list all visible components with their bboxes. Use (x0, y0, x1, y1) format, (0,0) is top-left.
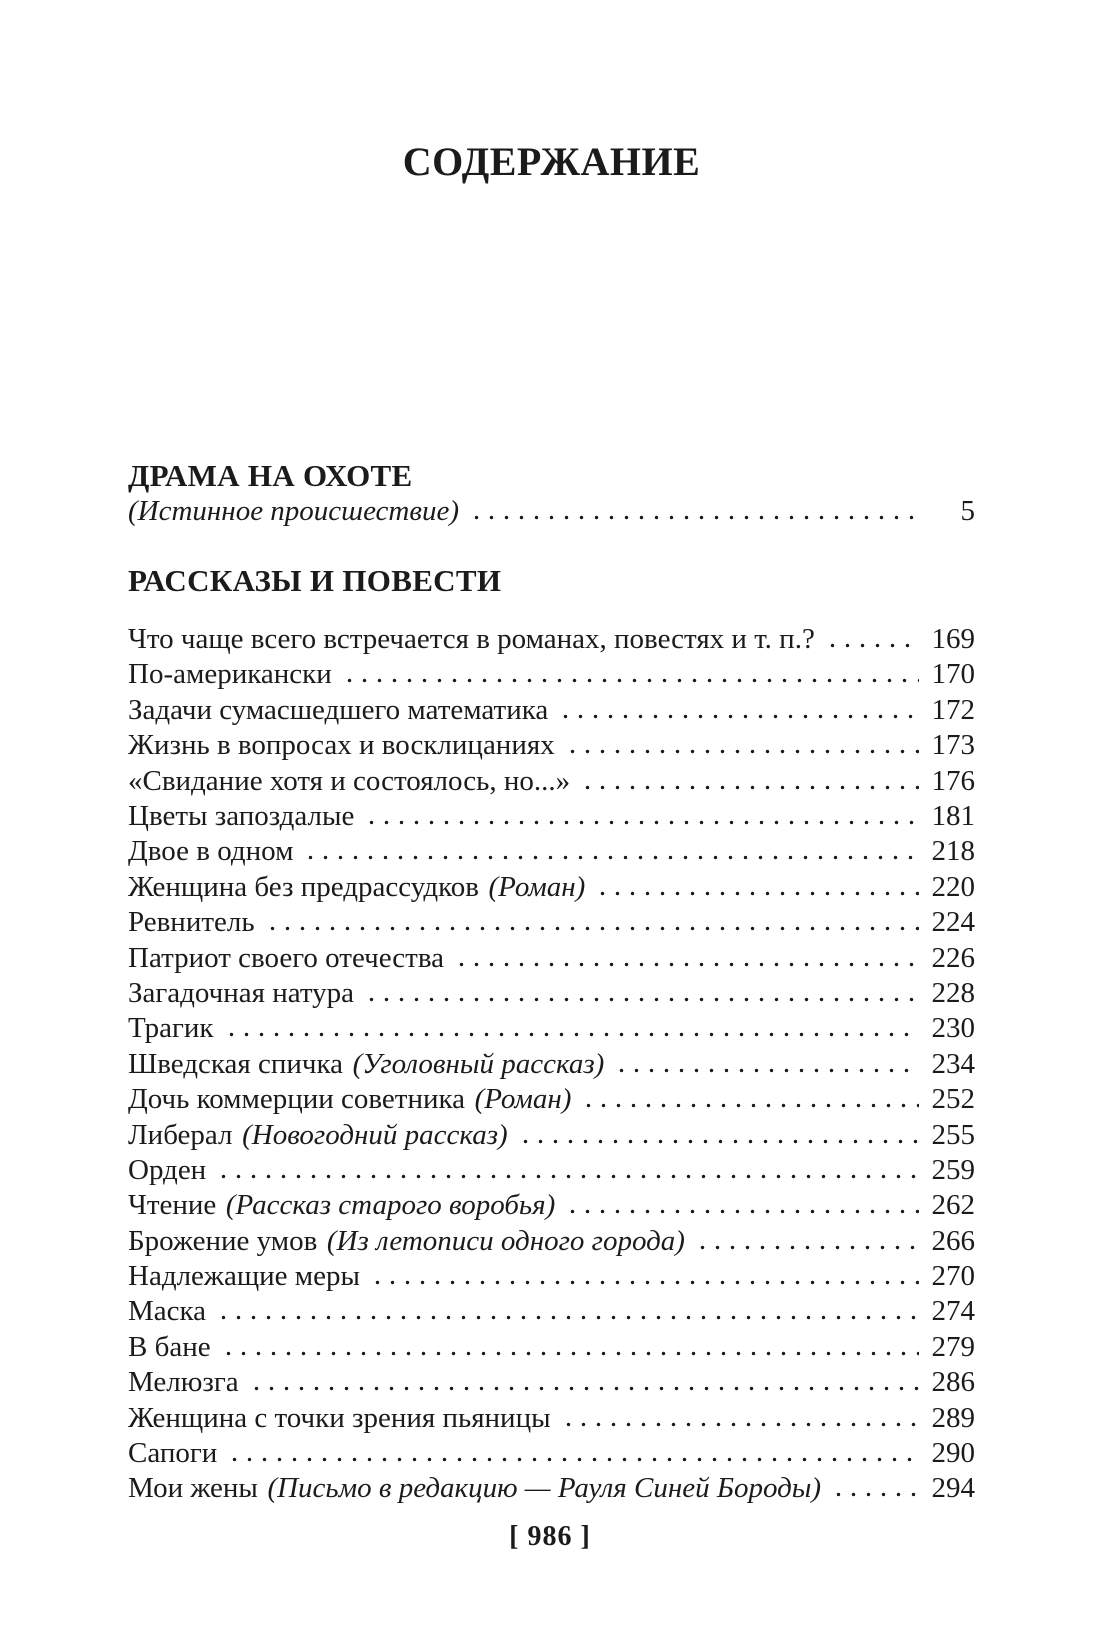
toc-entry (128, 1152, 975, 1187)
dot-leader (342, 657, 919, 684)
entry-page-number: 173 (931, 729, 975, 762)
toc-entry (128, 940, 975, 975)
entry-page-number: 290 (931, 1437, 975, 1470)
folio-page-number: [ 986 ] (509, 1521, 591, 1552)
toc-entry (128, 1329, 975, 1364)
toc-entry (128, 493, 975, 528)
entry-page-number: 234 (931, 1047, 975, 1080)
dot-leader (695, 1223, 919, 1250)
entry-subtitle-note: (Истинное происшествие) (128, 494, 459, 527)
entry-page-number: 286 (931, 1366, 975, 1399)
entry-page-number: 230 (931, 1012, 975, 1045)
toc-entry (128, 1258, 975, 1293)
entry-title: Жизнь в вопросах и восклицаниях (128, 729, 555, 762)
dot-leader (370, 1258, 919, 1285)
entry-title: Загадочная натура (128, 976, 355, 1009)
entry-page-number: 252 (931, 1083, 975, 1116)
entry-title: Ревнитель (128, 906, 255, 939)
entry-title: Задачи сумасшедшего математика (128, 693, 549, 726)
entry-title: Женщина с точки зрения пьяницы (128, 1401, 551, 1434)
dot-leader (518, 1117, 919, 1144)
dot-leader (558, 692, 919, 719)
entry-page-number: 170 (931, 658, 975, 691)
toc-entry (128, 975, 975, 1010)
entry-title: «Свидание хотя и состоялось, но...» (128, 764, 571, 797)
entry-page-number: 176 (931, 764, 975, 797)
toc-entry (128, 1223, 975, 1258)
toc-entry (128, 1294, 975, 1329)
toc-entry (128, 1046, 975, 1081)
toc-entry (128, 1081, 975, 1116)
toc-section (128, 458, 975, 528)
toc-entry (128, 657, 975, 692)
dot-leader (614, 1046, 919, 1073)
dot-leader (825, 621, 919, 648)
entry-page-number: 289 (931, 1401, 975, 1434)
entry-subtitle-note: (Из летописи одного города) (326, 1224, 685, 1257)
toc-entry (128, 1471, 975, 1506)
toc-entry (128, 834, 975, 869)
toc-section (128, 563, 975, 1506)
entry-title: Либерал (128, 1118, 233, 1151)
entry-subtitle-note: (Уголовный рассказ) (352, 1047, 605, 1080)
entry-page-number: 270 (931, 1260, 975, 1293)
entry-page-number: 266 (931, 1224, 975, 1257)
toc-entry (128, 692, 975, 727)
dot-leader (565, 1188, 919, 1215)
entry-page-number: 172 (931, 693, 975, 726)
dot-leader (227, 1435, 919, 1462)
entry-title: Надлежащие меры (128, 1260, 360, 1293)
dot-leader (581, 1081, 919, 1108)
entry-page-number: 226 (931, 941, 975, 974)
dot-leader (265, 905, 919, 932)
dot-leader (221, 1329, 919, 1356)
toc-entry (128, 905, 975, 940)
dot-leader (364, 798, 919, 825)
toc-entry (128, 798, 975, 833)
entry-page-number: 294 (931, 1472, 975, 1505)
dot-leader (303, 834, 919, 861)
entry-title: Мелюзга (128, 1366, 239, 1399)
dot-leader (364, 975, 919, 1002)
section-heading: РАССКАЗЫ И ПОВЕСТИ (128, 563, 502, 599)
section-heading: ДРАМА НА ОХОТЕ (128, 458, 413, 493)
entry-page-number: 220 (931, 870, 975, 903)
entry-page-number: 228 (931, 976, 975, 1009)
entry-subtitle-note: (Роман) (488, 870, 586, 903)
entry-title: Дочь коммерции советника (128, 1083, 466, 1116)
entry-subtitle-note: (Рассказ старого воробья) (225, 1189, 556, 1222)
entry-title: Трагик (128, 1012, 214, 1045)
dot-leader (454, 940, 919, 967)
toc-entry (128, 1365, 975, 1400)
dot-leader (216, 1152, 919, 1179)
toc (128, 458, 975, 1506)
toc-entry (128, 1117, 975, 1152)
toc-entry (128, 1400, 975, 1435)
toc-entry (128, 1011, 975, 1046)
entry-title: Чтение (128, 1189, 217, 1222)
entry-title: Цветы запоздалые (128, 800, 355, 833)
dot-leader (595, 869, 919, 896)
page-title: СОДЕРЖАНИЕ (402, 139, 701, 184)
entry-page-number: 255 (931, 1118, 975, 1151)
entry-page-number: 262 (931, 1189, 975, 1222)
entry-title: Что чаще всего встречается в романах, повестях и т. п.? (128, 623, 815, 656)
toc-entry (128, 869, 975, 904)
entry-subtitle-note: (Новогодний рассказ) (242, 1118, 508, 1151)
entry-page-number: 224 (931, 906, 975, 939)
entry-subtitle-note: (Роман) (474, 1083, 572, 1116)
dot-leader (249, 1365, 919, 1392)
entry-title: В бане (128, 1330, 211, 1363)
dot-leader (580, 763, 919, 790)
entry-title: Шведская спичка (128, 1047, 344, 1080)
entry-title: Орден (128, 1153, 207, 1186)
entry-title: Маска (128, 1295, 207, 1328)
entry-title: Патриот своего отечества (128, 941, 445, 974)
dot-leader (224, 1011, 920, 1038)
entry-title: По-американски (128, 658, 332, 691)
entry-title: Брожение умов (128, 1224, 318, 1257)
entry-page-number: 259 (931, 1153, 975, 1186)
dot-leader (831, 1471, 919, 1498)
toc-entry (128, 1188, 975, 1223)
entry-subtitle-note: (Письмо в редакцию — Рауля Синей Бороды) (267, 1472, 822, 1505)
entry-page-number: 218 (931, 835, 975, 868)
toc-entry (128, 1435, 975, 1470)
entry-page-number: 169 (931, 623, 975, 656)
dot-leader (216, 1294, 919, 1321)
entry-title: Женщина без предрассудков (128, 870, 479, 903)
entry-page-number: 5 (960, 494, 975, 527)
toc-entry (128, 621, 975, 656)
entry-title: Мои жены (128, 1472, 258, 1505)
entry-page-number: 279 (931, 1330, 975, 1363)
toc-entry (128, 728, 975, 763)
dot-leader (565, 728, 919, 755)
entry-page-number: 274 (931, 1295, 975, 1328)
entry-title: Сапоги (128, 1437, 218, 1470)
dot-leader (469, 493, 919, 520)
entry-title: Двое в одном (128, 835, 294, 868)
toc-entry (128, 763, 975, 798)
entry-page-number: 181 (931, 800, 975, 833)
dot-leader (561, 1400, 919, 1427)
